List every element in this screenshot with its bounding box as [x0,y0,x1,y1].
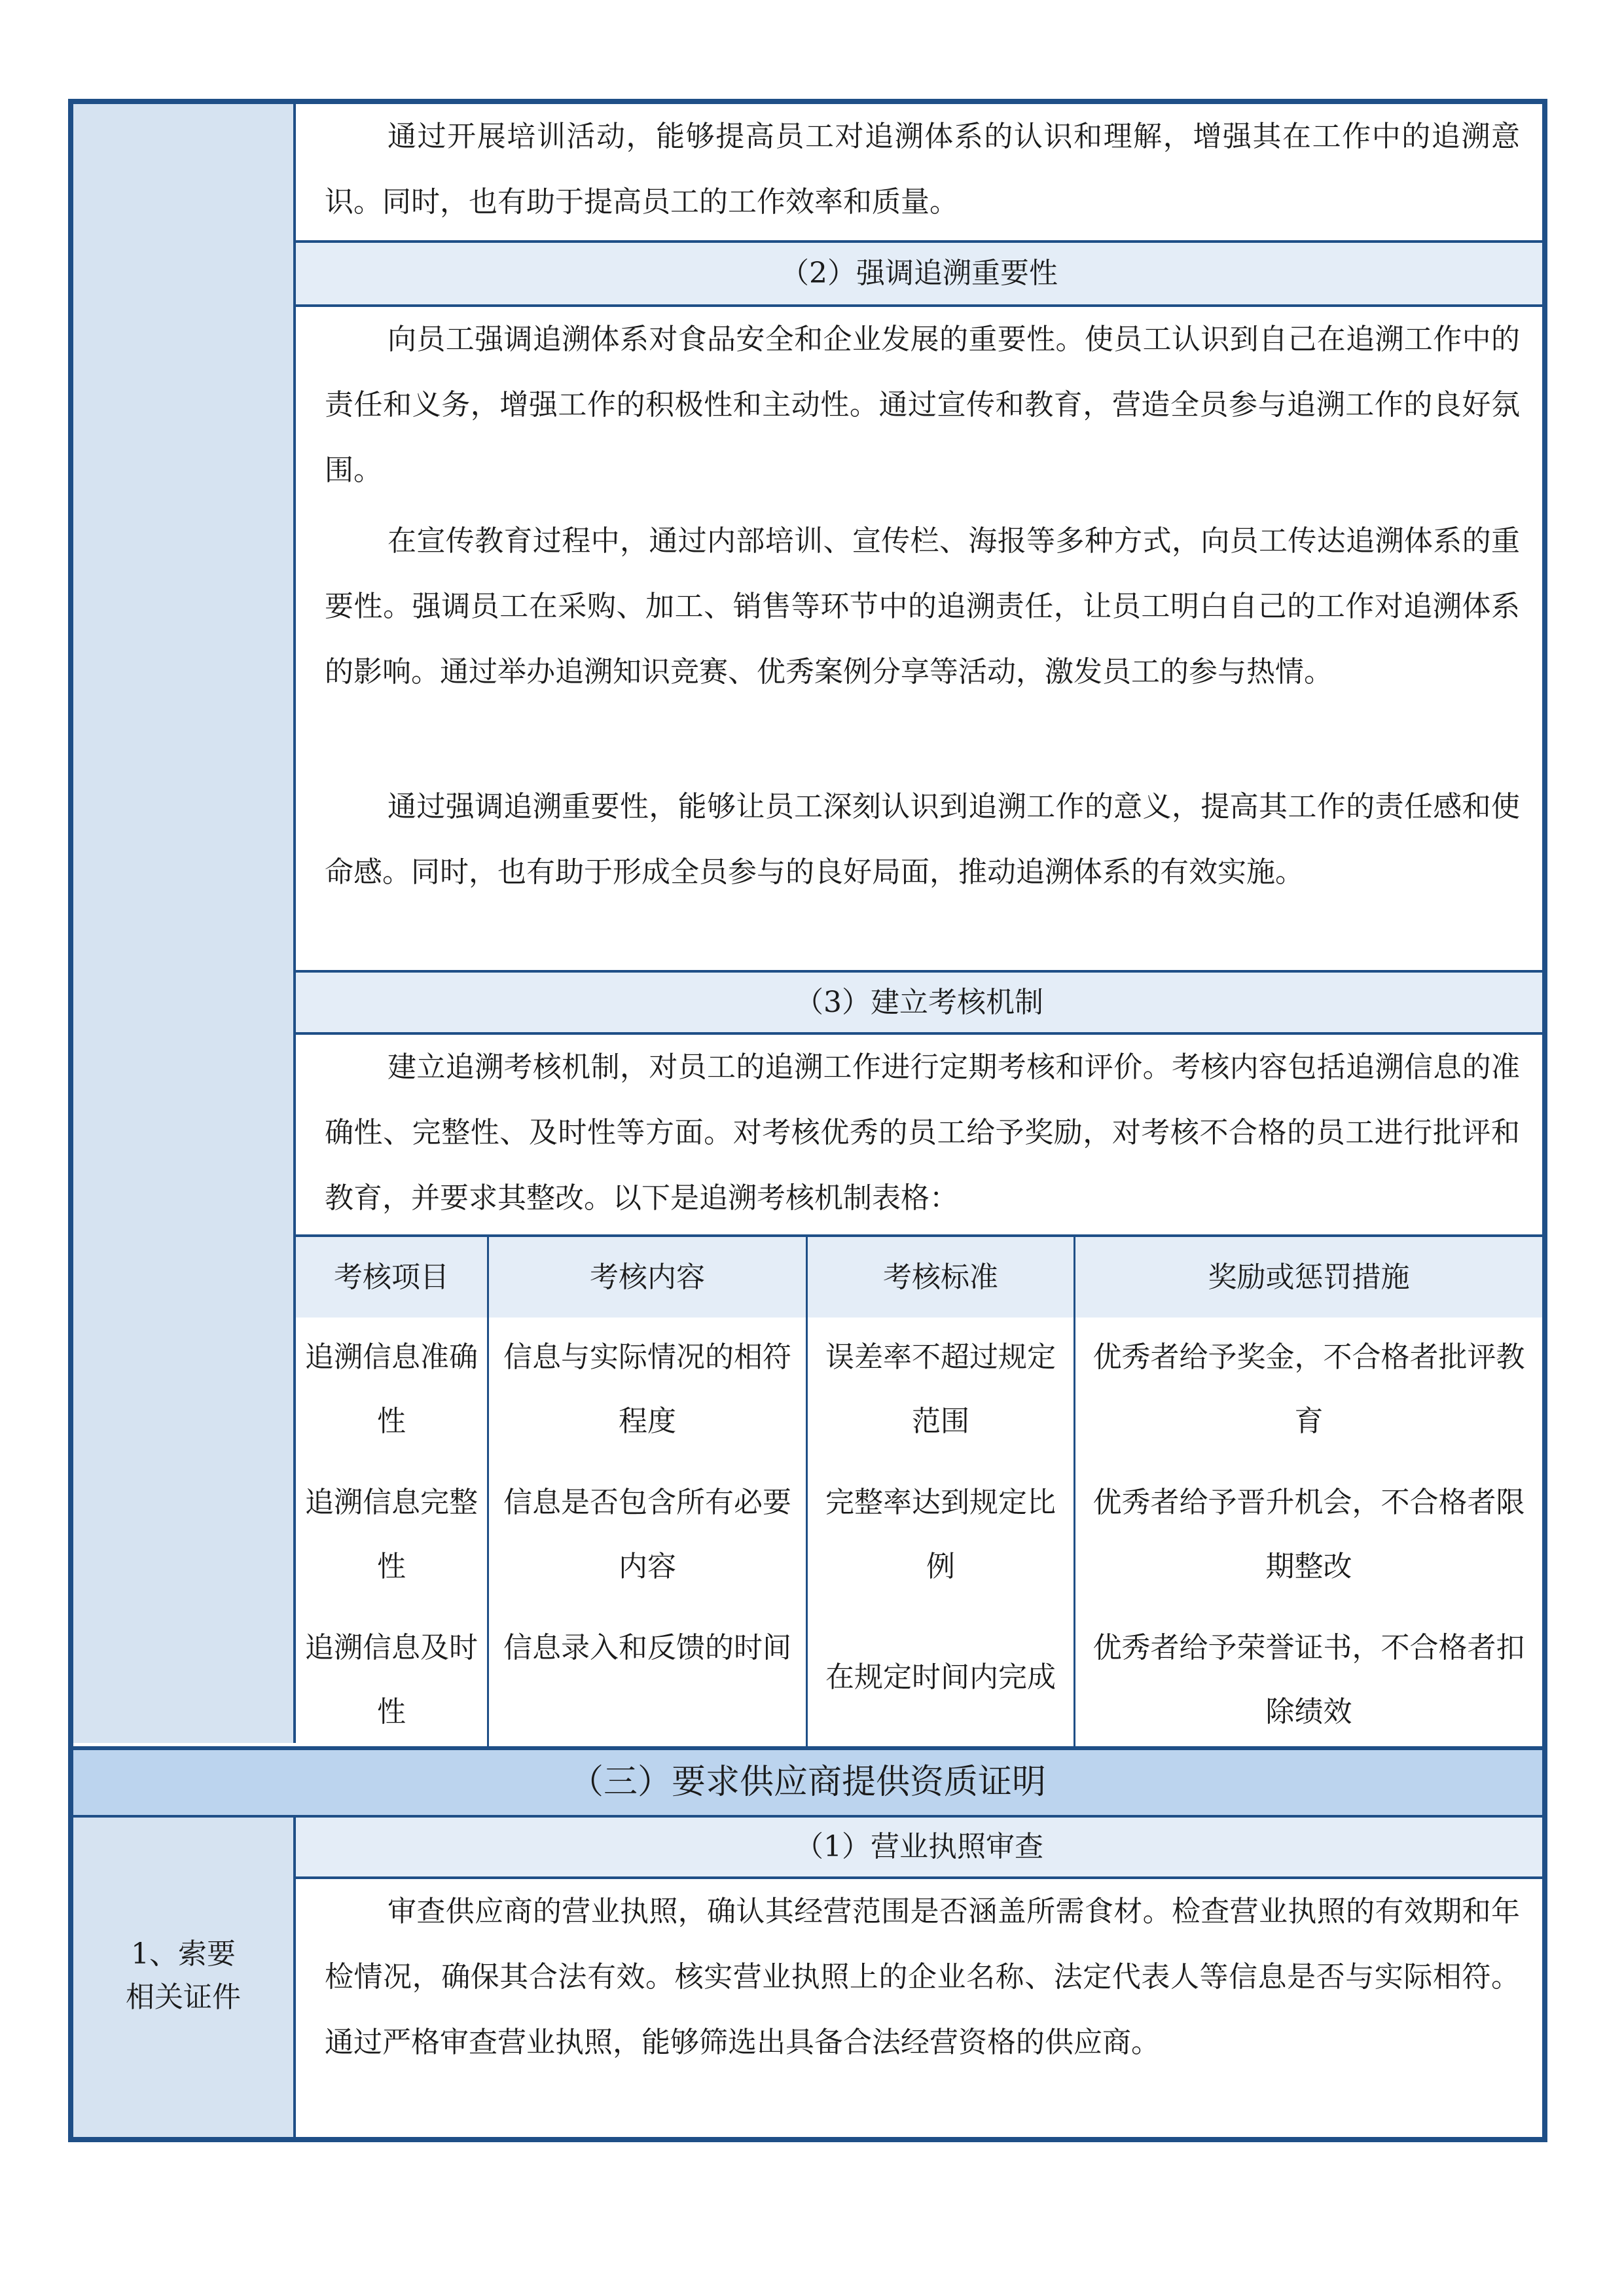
sub2-paragraph-1: 向员工强调追溯体系对食品安全和企业发展的重要性。使员工认识到自己在追溯工作中的责任和义务，增强工作的积极性和主动性。通过宣传和教育，营造全员参与追溯工作的良好氛围。 [325,323,1520,487]
table-header-measures: 奖励或惩罚措施 [1075,1237,1542,1318]
table-row-2-measures: 优秀者给予晋升机会，不合格者限期整改 [1092,1486,1525,1583]
table-row-3-measures: 优秀者给予荣誉证书，不合格者扣除绩效 [1092,1631,1525,1729]
sub3-paragraph: 建立追溯考核机制，对员工的追溯工作进行定期考核和评价。考核内容包括追溯信息的准确性、完整性、及时性等方面。对考核优秀的员工给予奖励，对考核不合格的员工进行批评和教育，并要求其整改。以下是追溯考核机制表格： [325,1050,1520,1215]
left-column-label-cell [73,1818,296,2137]
table-row-1-measures: 优秀者给予奖金，不合格者批评教育 [1092,1340,1525,1438]
table-row-3-item: 追溯信息及时性 [305,1631,478,1729]
sub2-paragraph-3: 通过强调追溯重要性，能够让员工深刻认识到追溯工作的意义，提高其工作的责任感和使命感。同时，也有助于形成全员参与的良好局面，推动追溯体系的有效实施。 [325,790,1520,889]
table-row-1-content: 信息与实际情况的相符程度 [503,1340,791,1438]
table-row-2-item: 追溯信息完整性 [305,1486,478,1583]
table-header-content: 考核内容 [489,1237,806,1318]
table-row-3-content: 信息录入和反馈的时间 [503,1631,791,1664]
table-header-standard: 考核标准 [808,1237,1074,1318]
table-row-1-standard: 误差率不超过规定范围 [825,1340,1056,1438]
intro-paragraph: 通过开展培训活动，能够提高员工对追溯体系的认识和理解，增强其在工作中的追溯意识。同时，也有助于提高员工的工作效率和质量。 [325,120,1520,219]
subsection-title-3: （3）建立考核机制 [296,973,1542,1032]
left-column-blank [73,104,296,1743]
subsection-title-2: （2）强调追溯重要性 [296,243,1542,304]
table-row-2-content: 信息是否包含所有必要内容 [503,1486,791,1583]
sub1-paragraph: 审查供应商的营业执照，确认其经营范围是否涵盖所需食材。检查营业执照的有效期和年检情况，确保其合法有效。核实营业执照上的企业名称、法定代表人等信息是否与实际相符。通过严格审查营业执照，能够筛选出具备合法经营资格的供应商。 [325,1895,1520,2059]
subsection-title-1: （1）营业执照审查 [296,1818,1542,1876]
document-frame [68,99,1547,2142]
table-row-1-item: 追溯信息准确性 [305,1340,478,1438]
left-label: 1、索要相关证件 [126,1937,241,2014]
table-header-item: 考核项目 [296,1237,487,1318]
assessment-table [296,1237,1542,1746]
sub2-paragraph-2: 在宣传教育过程中，通过内部培训、宣传栏、海报等多种方式，向员工传达追溯体系的重要性。强调员工在采购、加工、销售等环节中的追溯责任，让员工明白自己的工作对追溯体系的影响。通过举办追溯知识竞赛、优秀案例分享等活动，激发员工的参与热情。 [325,524,1520,689]
table-row-3-standard: 在规定时间内完成 [825,1660,1056,1694]
table-row-2-standard: 完整率达到规定比例 [825,1486,1056,1583]
major-section-title: （三）要求供应商提供资质证明 [73,1750,1542,1815]
